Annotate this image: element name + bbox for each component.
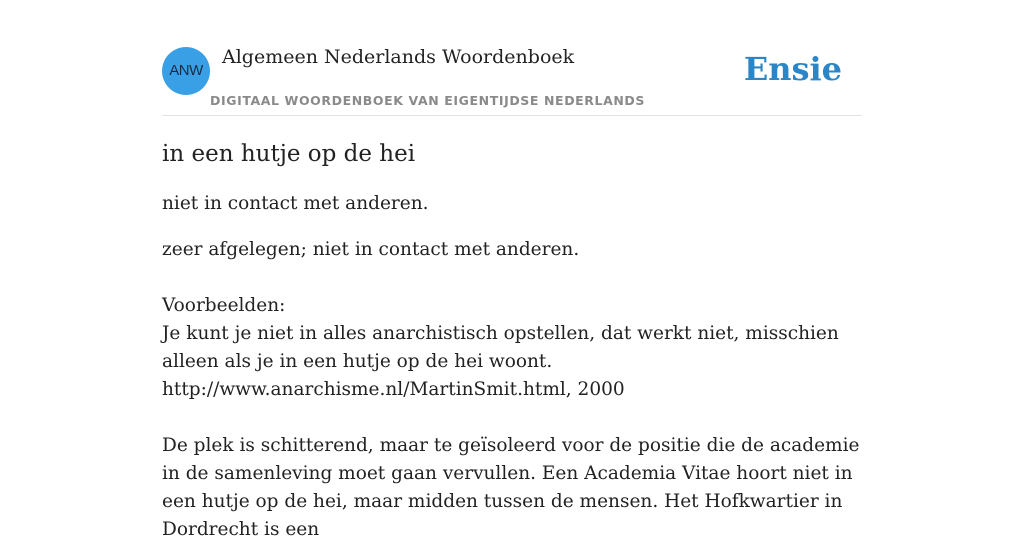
site-title[interactable]: Algemeen Nederlands Woordenboek xyxy=(222,46,575,68)
entry-term: in een hutje op de hei xyxy=(162,141,416,167)
examples-heading: Voorbeelden: xyxy=(162,295,286,316)
entry-content xyxy=(162,136,862,544)
example-1-text: Je kunt je niet in alles anarchistisch opstellen, dat werkt niet, misschien alleen als je in een hutje op de hei woont. xyxy=(162,323,839,372)
header-divider xyxy=(162,115,862,116)
anw-logo[interactable]: ANW xyxy=(162,47,210,95)
example-2-text: De plek is schitterend, maar te geïsoleerd voor de positie die de academie in de samenleving moet gaan vervullen. Een Academia Vitae hoort niet in een hutje op de hei, maar midden tussen de mensen. Het Hofkwartier in Dordrecht is een xyxy=(162,435,860,540)
long-definition: zeer afgelegen; niet in contact met anderen. xyxy=(162,239,580,260)
example-1-source: http://www.anarchisme.nl/MartinSmit.html, 2000 xyxy=(162,379,625,400)
ensie-logo-link[interactable]: Ensie xyxy=(743,50,842,88)
site-header xyxy=(162,46,862,116)
spacer xyxy=(162,404,862,432)
short-definition: niet in contact met anderen. xyxy=(162,193,429,214)
site-subtitle: DIGITAAL WOORDENBOEK VAN EIGENTIJDSE NEDERLANDS xyxy=(210,93,646,108)
spacer xyxy=(162,264,862,292)
